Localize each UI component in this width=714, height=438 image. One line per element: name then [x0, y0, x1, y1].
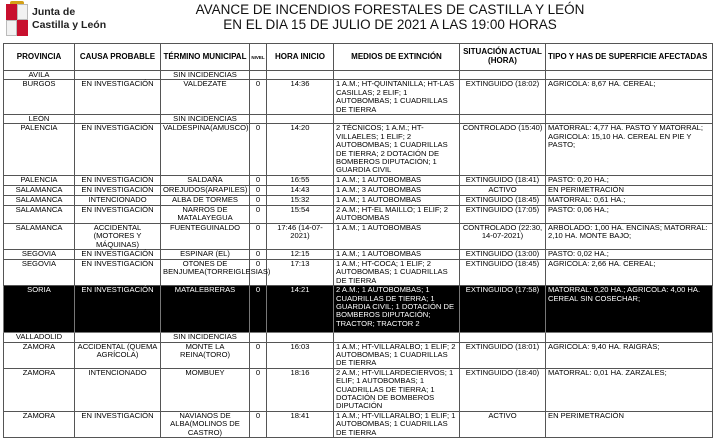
- cell-termino: SIN INCIDENCIAS: [161, 71, 250, 80]
- cell-situacion: [460, 333, 546, 342]
- cell-termino: FUENTEGUINALDO: [161, 223, 250, 249]
- page-title: [150, 2, 630, 32]
- cell-termino: VALDEZATE: [161, 80, 250, 115]
- cell-medios: [334, 333, 460, 342]
- cell-provincia: SALAMANCA: [4, 223, 75, 249]
- title-line2: EN EL DIA 15 DE JULIO DE 2021 A LAS 19:00 HORAS: [223, 17, 557, 32]
- table-row: [4, 195, 713, 205]
- header-situacion: SITUACIÓN ACTUAL (HORA): [460, 44, 546, 71]
- castilla-leon-shield-icon: [6, 4, 28, 36]
- cell-situacion: EXTINGUIDO (18:41): [460, 175, 546, 185]
- cell-causa: EN INVESTIGACIÓN: [75, 185, 161, 195]
- header-provincia: PROVINCIA: [4, 44, 75, 71]
- cell-causa: ACCIDENTAL (QUEMA AGRÍCOLA): [75, 342, 161, 368]
- cell-medios: 2 TÉCNICOS; 1 A.M.; HT-VILLAELES; 1 ELIF; 2 AUTOBOMBAS; 1 CUADRILLAS DE TIERRA; 2 DOTACIÓN DE BOMBEROS DIPUTACIÓN; 1 GUARDIA CIVIL: [334, 124, 460, 175]
- cell-termino: ESPINAR (EL): [161, 249, 250, 259]
- cell-medios: 1 A.M.; 3 AUTOBOMBAS: [334, 185, 460, 195]
- table-row: [4, 185, 713, 195]
- cell-termino: MONTE LA REINA(TORO): [161, 342, 250, 368]
- logo-text: [32, 6, 106, 32]
- cell-situacion: EXTINGUIDO (17:05): [460, 205, 546, 223]
- cell-tipo: MATORRAL: 0,20 HA.; AGRICOLA: 4,00 HA. CEREAL SIN COSECHAR;: [546, 286, 713, 333]
- cell-causa: EN INVESTIGACIÓN: [75, 286, 161, 333]
- cell-situacion: EXTINGUIDO (18:45): [460, 259, 546, 285]
- cell-hora: 15:54: [267, 205, 334, 223]
- cell-provincia: BURGOS: [4, 80, 75, 115]
- cell-tipo: PASTO: 0,02 HA.;: [546, 249, 713, 259]
- cell-situacion: EXTINGUIDO (13:00): [460, 249, 546, 259]
- cell-nivel: 0: [250, 185, 267, 195]
- cell-provincia: LEÓN: [4, 115, 75, 124]
- cell-causa: EN INVESTIGACIÓN: [75, 175, 161, 185]
- cell-tipo: EN PERIMETRACIÓN: [546, 411, 713, 437]
- table-row: [4, 205, 713, 223]
- cell-nivel: 0: [250, 205, 267, 223]
- cell-termino: OTONES DE BENJUMEA(TORREIGLESIAS): [161, 259, 250, 285]
- cell-causa: INTENCIONADO: [75, 368, 161, 411]
- cell-hora: 14:20: [267, 124, 334, 175]
- cell-nivel: 0: [250, 124, 267, 175]
- cell-tipo: ARBOLADO: 1,00 HA. ENCINAS; MATORRAL: 2,10 HA. MONTE BAJO;: [546, 223, 713, 249]
- cell-nivel: 0: [250, 368, 267, 411]
- cell-medios: 1 A.M.; 1 AUTOBOMBAS: [334, 249, 460, 259]
- cell-termino: SIN INCIDENCIAS: [161, 115, 250, 124]
- cell-causa: EN INVESTIGACIÓN: [75, 411, 161, 437]
- cell-tipo: PASTO: 0,20 HA.;: [546, 175, 713, 185]
- cell-provincia: ZAMORA: [4, 368, 75, 411]
- cell-situacion: EXTINGUIDO (17:58): [460, 286, 546, 333]
- cell-provincia: SORIA: [4, 286, 75, 333]
- header-causa: CAUSA PROBABLE: [75, 44, 161, 71]
- incidents-table: [3, 43, 713, 438]
- cell-tipo: MATORRAL: 0,01 HA. ZARZALES;: [546, 368, 713, 411]
- cell-provincia: SEGOVIA: [4, 259, 75, 285]
- cell-provincia: ZAMORA: [4, 411, 75, 437]
- cell-termino: OREJUDOS(ARAPILES): [161, 185, 250, 195]
- table-row: [4, 80, 713, 115]
- cell-termino: NARROS DE MATALAYEGUA: [161, 205, 250, 223]
- table-row: [4, 368, 713, 411]
- cell-hora: 14:36: [267, 80, 334, 115]
- cell-causa: EN INVESTIGACIÓN: [75, 249, 161, 259]
- table-body: [4, 71, 713, 438]
- header-termino: TÉRMINO MUNICIPAL: [161, 44, 250, 71]
- cell-provincia: ZAMORA: [4, 342, 75, 368]
- cell-tipo: AGRICOLA: 8,67 HA. CEREAL;: [546, 80, 713, 115]
- cell-hora: 12:15: [267, 249, 334, 259]
- cell-provincia: AVILA: [4, 71, 75, 80]
- table-row: [4, 249, 713, 259]
- cell-provincia: SALAMANCA: [4, 185, 75, 195]
- logo-line2: Castilla y León: [32, 19, 107, 31]
- cell-causa: EN INVESTIGACIÓN: [75, 80, 161, 115]
- table-row: [4, 223, 713, 249]
- cell-termino: SALDAÑA: [161, 175, 250, 185]
- cell-hora: [267, 333, 334, 342]
- cell-tipo: AGRICOLA: 9,40 HA. RAIGRÁS;: [546, 342, 713, 368]
- cell-tipo: MATORRAL: 0,61 HA.;: [546, 195, 713, 205]
- cell-nivel: 0: [250, 411, 267, 437]
- header-nivel: NIVEL: [250, 44, 267, 71]
- table-row: [4, 259, 713, 285]
- header-hora: HORA INICIO: [267, 44, 334, 71]
- table-row: [4, 124, 713, 175]
- cell-causa: EN INVESTIGACIÓN: [75, 205, 161, 223]
- cell-provincia: SALAMANCA: [4, 195, 75, 205]
- cell-nivel: 0: [250, 80, 267, 115]
- table-row: [4, 411, 713, 437]
- table-header-row: [4, 44, 713, 71]
- cell-medios: 1 A.M.; HT-COCA; 1 ELIF; 2 AUTOBOMBAS; 1 CUADRILLAS DE TIERRA: [334, 259, 460, 285]
- cell-medios: 1 A.M.; HT-VILLARALBO; 1 ELIF; 1 AUTOBOMBAS; 1 CUADRILLAS DE TIERRA: [334, 411, 460, 437]
- cell-provincia: PALENCIA: [4, 124, 75, 175]
- header-medios: MEDIOS DE EXTINCIÓN: [334, 44, 460, 71]
- table-row: [4, 175, 713, 185]
- cell-medios: 1 A.M.; 1 AUTOBOMBAS: [334, 175, 460, 185]
- cell-causa: EN INVESTIGACIÓN: [75, 259, 161, 285]
- cell-causa: ACCIDENTAL (MOTORES Y MÁQUINAS): [75, 223, 161, 249]
- cell-nivel: 0: [250, 259, 267, 285]
- cell-hora: 15:32: [267, 195, 334, 205]
- cell-medios: 2 A.M.; HT-VILLARDECIERVOS; 1 ELIF; 1 AUTOBOMBAS; 1 CUADRILLAS DE TIERRA; 1 DOTACIÓN DE BOMBEROS DIPUTACIÓN: [334, 368, 460, 411]
- cell-medios: 2 A.M.; HT-EL MAILLO; 1 ELIF; 2 AUTOBOMBAS: [334, 205, 460, 223]
- cell-situacion: ACTIVO: [460, 411, 546, 437]
- cell-causa: INTENCIONADO: [75, 195, 161, 205]
- cell-hora: 14:21: [267, 286, 334, 333]
- cell-nivel: 0: [250, 342, 267, 368]
- cell-situacion: EXTINGUIDO (18:01): [460, 342, 546, 368]
- title-line1: AVANCE DE INCENDIOS FORESTALES DE CASTILLA Y LEÓN: [195, 2, 585, 17]
- cell-situacion: EXTINGUIDO (18:40): [460, 368, 546, 411]
- cell-medios: 1 A.M.; HT-VILLARALBO; 1 ELIF; 2 AUTOBOMBAS; 1 CUADRILLAS DE TIERRA: [334, 342, 460, 368]
- cell-hora: 17:46 (14-07-2021): [267, 223, 334, 249]
- cell-hora: 17:13: [267, 259, 334, 285]
- cell-provincia: PALENCIA: [4, 175, 75, 185]
- logo-line1: Junta de: [32, 6, 76, 18]
- table-row: [4, 333, 713, 342]
- cell-nivel: 0: [250, 175, 267, 185]
- cell-medios: 1 A.M.; 1 AUTOBOMBAS: [334, 223, 460, 249]
- junta-logo: [4, 2, 107, 40]
- header-tipo: TIPO Y HAS DE SUPERFICIE AFECTADAS: [546, 44, 713, 71]
- cell-hora: 18:41: [267, 411, 334, 437]
- cell-tipo: PASTO: 0,06 HA.;: [546, 205, 713, 223]
- cell-hora: 16:55: [267, 175, 334, 185]
- cell-medios: 2 A.M.; 1 AUTOBOMBAS; 1 CUADRILLAS DE TIERRA; 1 GUARDIA CIVIL; 1 DOTACIÓN DE BOMBEROS DIPUTACIÓN; TRACTOR; TRACTOR 2: [334, 286, 460, 333]
- cell-tipo: AGRICOLA: 2,66 HA. CEREAL;: [546, 259, 713, 285]
- table-row: [4, 342, 713, 368]
- cell-medios: 1 A.M.; HT-QUINTANILLA; HT-LAS CASILLAS; 2 ELIF; 1 AUTOBOMBAS; 1 CUADRILLAS DE TIERRA: [334, 80, 460, 115]
- cell-hora: 18:16: [267, 368, 334, 411]
- cell-hora: 16:03: [267, 342, 334, 368]
- table-row: [4, 286, 713, 333]
- cell-termino: MOMBUEY: [161, 368, 250, 411]
- cell-termino: VALDESPINA(AMUSCO): [161, 124, 250, 175]
- cell-situacion: ACTIVO: [460, 185, 546, 195]
- cell-tipo: MATORRAL: 4,77 HA. PASTO Y MATORRAL; AGRICOLA: 15,10 HA. CEREAL EN PIE Y PASTO;: [546, 124, 713, 175]
- cell-termino: ALBA DE TORMES: [161, 195, 250, 205]
- cell-termino: MATALEBRERAS: [161, 286, 250, 333]
- cell-provincia: SEGOVIA: [4, 249, 75, 259]
- cell-hora: 14:43: [267, 185, 334, 195]
- report-header: [0, 0, 714, 43]
- cell-causa: EN INVESTIGACIÓN: [75, 124, 161, 175]
- cell-termino: SIN INCIDENCIAS: [161, 333, 250, 342]
- cell-nivel: 0: [250, 249, 267, 259]
- cell-situacion: CONTROLADO (15:40): [460, 124, 546, 175]
- cell-situacion: EXTINGUIDO (18:02): [460, 80, 546, 115]
- cell-situacion: EXTINGUIDO (18:45): [460, 195, 546, 205]
- cell-tipo: EN PERIMETRACIÓN: [546, 185, 713, 195]
- cell-causa: [75, 333, 161, 342]
- cell-nivel: 0: [250, 286, 267, 333]
- cell-provincia: VALLADOLID: [4, 333, 75, 342]
- cell-termino: NAVIANOS DE ALBA(MOLINOS DE CASTRO): [161, 411, 250, 437]
- cell-nivel: [250, 333, 267, 342]
- cell-nivel: 0: [250, 195, 267, 205]
- cell-provincia: SALAMANCA: [4, 205, 75, 223]
- cell-medios: 1 A.M.; 1 AUTOBOMBAS: [334, 195, 460, 205]
- cell-situacion: CONTROLADO (22:30, 14-07-2021): [460, 223, 546, 249]
- cell-tipo: [546, 333, 713, 342]
- cell-nivel: 0: [250, 223, 267, 249]
